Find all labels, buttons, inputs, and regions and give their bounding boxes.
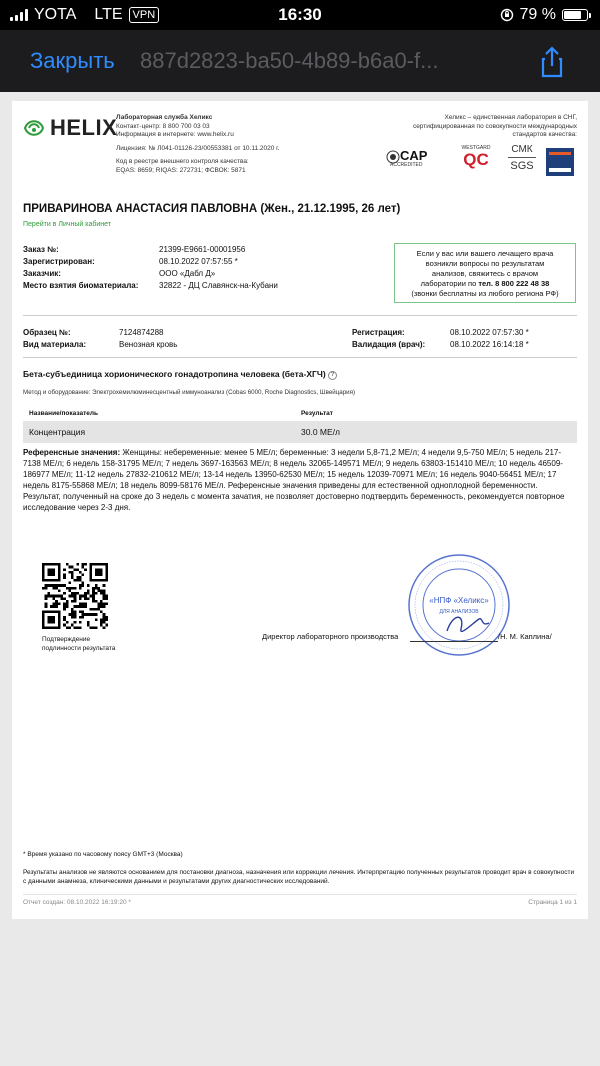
order-row [23,280,278,292]
helix-logo-icon [22,116,46,140]
order-row-label: Заказ №: [23,245,59,254]
carrier-name: YOTA [34,6,77,23]
vpn-badge: VPN [129,7,160,23]
contact-line-3: анализов, свяжитесь с врачом [431,269,539,278]
status-bar [0,0,600,30]
order-row [23,256,278,268]
order-row-label: Место взятия биоматериала: [23,281,139,290]
qr-caption-line-2: подлинности результата [42,645,116,652]
material-value: Венозная кровь [119,340,178,349]
quality-line-1: Хеликс – единственная лаборатория в СНГ, [444,114,577,121]
cap-label: CAP [400,148,428,163]
help-icon[interactable]: ? [328,371,337,380]
patient-name: ПРИВАРИНОВА АНАСТАСИЯ ПАВЛОВНА (Жен., 21.12.1995, 26 лет) [23,203,401,215]
order-row-value: 21399-E9661-00001956 [159,245,246,254]
validation-value: 08.10.2022 16:14:18 * [450,340,529,349]
cap-sub-label: ACCREDITED [390,162,423,168]
test-method: Метод и оборудование: Электрохемилюминесцентный иммуноанализ (Cobas 6000, Roche Diagnostics, Швейцария) [23,389,356,396]
qr-code[interactable] [42,563,108,629]
qr-caption-line-1: Подтверждение [42,636,91,643]
result-value: 30.0 МЕ/л [301,427,340,437]
helix-logo [22,115,117,141]
contact-line-1: Если у вас или вашего лечащего врача [416,249,554,258]
disclaimer: Результаты анализов не являются основанием для постановки диагноза, назначения или коррекции лечения. Интерпретацию полученных результатов проводит врач в совокупности с данными анамнеза, клиническими данными и результатами других диагностических исследований. [23,869,575,885]
battery-level-fill [564,11,581,19]
reference-label: Референсные значения: [23,448,121,457]
divider [23,894,577,895]
reference-values [23,447,577,513]
qr-caption [42,635,152,653]
sample-value: 7124874288 [119,328,164,337]
order-row [23,244,278,256]
quality-statement [413,114,577,140]
order-row [23,268,278,280]
sample-label: Образец №: [23,328,71,337]
contact-line-4 [399,279,571,289]
timezone-note: * Время указано по часовому поясу GMT+3 (Москва) [23,851,183,858]
column-name: Название/показатель [29,410,99,417]
network-type: LTE [94,6,123,23]
lab-license: Лицензия: № Л041-01126-23/00553381 от 10.11.2020 г. [116,144,280,152]
divider [23,315,577,316]
orientation-lock-icon [500,8,514,22]
quality-line-2: сертифицированная по совокупности международных [412,122,577,130]
share-icon[interactable] [534,44,570,80]
page-number: Страница 1 из 1 [528,899,577,906]
cap-accredited-logo [386,146,434,176]
registry-title: Код в реестре внешнего контроля качества: [116,158,249,165]
registration-value: 08.10.2022 07:57:30 * [450,328,529,337]
global-group-badge-icon [546,148,574,176]
contact-line-2: возникли вопросы по результатам [425,259,545,268]
material-label: Вид материала: [23,340,87,349]
stamp-sub-text: ДЛЯ АНАЛИЗОВ [439,609,479,615]
sgs-label: SGS [510,160,534,172]
battery-icon [562,9,588,21]
lab-website: Информация в интернете: www.helix.ru [116,131,234,138]
registry-codes: EQAS: 8659; RIQAS: 272731; ФСВОК: 5871 [116,166,246,174]
lab-name: Лабораторная служба Хеликс [116,114,213,121]
status-bar-right [500,6,588,24]
navigation-bar [0,30,600,92]
order-row-value: 08.10.2022 07:57:55 * [159,257,238,266]
order-row-value: ООО «Дабл Д» [159,269,216,278]
lab-contact-center: Контакт-центр: 8 800 700 03 03 [116,122,210,130]
status-time: 16:30 [278,5,322,24]
logo-text: HELIX [50,115,118,140]
battery-percent: 79 % [519,6,556,23]
close-button[interactable]: Закрыть [30,48,115,73]
smk-sgs-logo [506,144,538,178]
reference-text: Женщины: небеременные: менее 5 МЕ/л; беременные: 3 недели 5,8-71,2 МЕ/л; 4 недели 9,5-750 МЕ/л; 5 недель 217-7138 МЕ/л; 6 недель 158-31795 МЕ/л; 7 недель 3697-163563 МЕ/л; 8 недель 32065-149571 МЕ/л; 9 недель 63803-151410 МЕ/л; 10 недель 46509-186977 МЕ/л; 11-12 недель 27832-210612 МЕ/л; 13-14 недель 13950-62530 МЕ/л; 15 недель 12039-70971 МЕ/л; 16 недель 9040-56451 МЕ/л; 17 недель 8175-55868 МЕ/л; 18 недель 8099-58176 МЕ/л. Референсные значения приведены для естественной одноплодной беременности. Результат, полученный на сроке до 3 недель с момента зачатия, не позволяет достоверно подтвердить беременность, рекомендуется повторное исследование через 2-3 дня. [23,448,565,512]
quality-line-3: стандартов качества: [512,131,577,138]
contact-line-5: (звонки бесплатны из любого региона РФ) [411,289,559,298]
divider [23,357,577,358]
order-info [23,244,278,292]
results-table-header [23,407,577,421]
director-label: Директор лабораторного производства [262,632,399,641]
test-title [23,369,337,380]
report-created: Отчет создан: 08.10.2022 16:19:20 * [23,899,131,906]
director-name: /Н. М. Каплина/ [498,632,552,641]
table-row [23,421,577,443]
contact-doctor-box [394,243,576,303]
contact-phone: тел. 8 800 222 48 38 [478,279,550,288]
signature-line [410,641,498,642]
validation-label: Валидация (врач): [352,340,426,349]
column-result: Результат [301,410,333,417]
contact-line-4-prefix: лаборатории по [420,279,479,288]
signature-stroke [447,617,489,631]
westgard-label: WESTGARD [461,145,491,151]
document-title: 887d2823-ba50-4b89-b6a0-f... [140,48,439,73]
order-row-value: 32822 - ДЦ Славянск-на-Кубани [159,281,278,290]
westgard-qc-logo [456,145,496,175]
registration-label: Регистрация: [352,328,405,337]
report-page [12,101,588,919]
lab-info [116,114,280,175]
stamp-center-text: «НПФ «Хеликс» [429,596,489,605]
personal-cabinet-link[interactable]: Перейти в Личный кабинет [23,221,112,228]
smk-label: СМК [511,144,533,155]
order-row-label: Зарегистрирован: [23,257,95,266]
order-row-label: Заказчик: [23,269,61,278]
test-title-text: Бета-субъединица хорионического гонадотропина человека (бета-ХГЧ) [23,369,326,379]
qc-label: QC [463,150,489,169]
result-name: Концентрация [29,427,86,437]
